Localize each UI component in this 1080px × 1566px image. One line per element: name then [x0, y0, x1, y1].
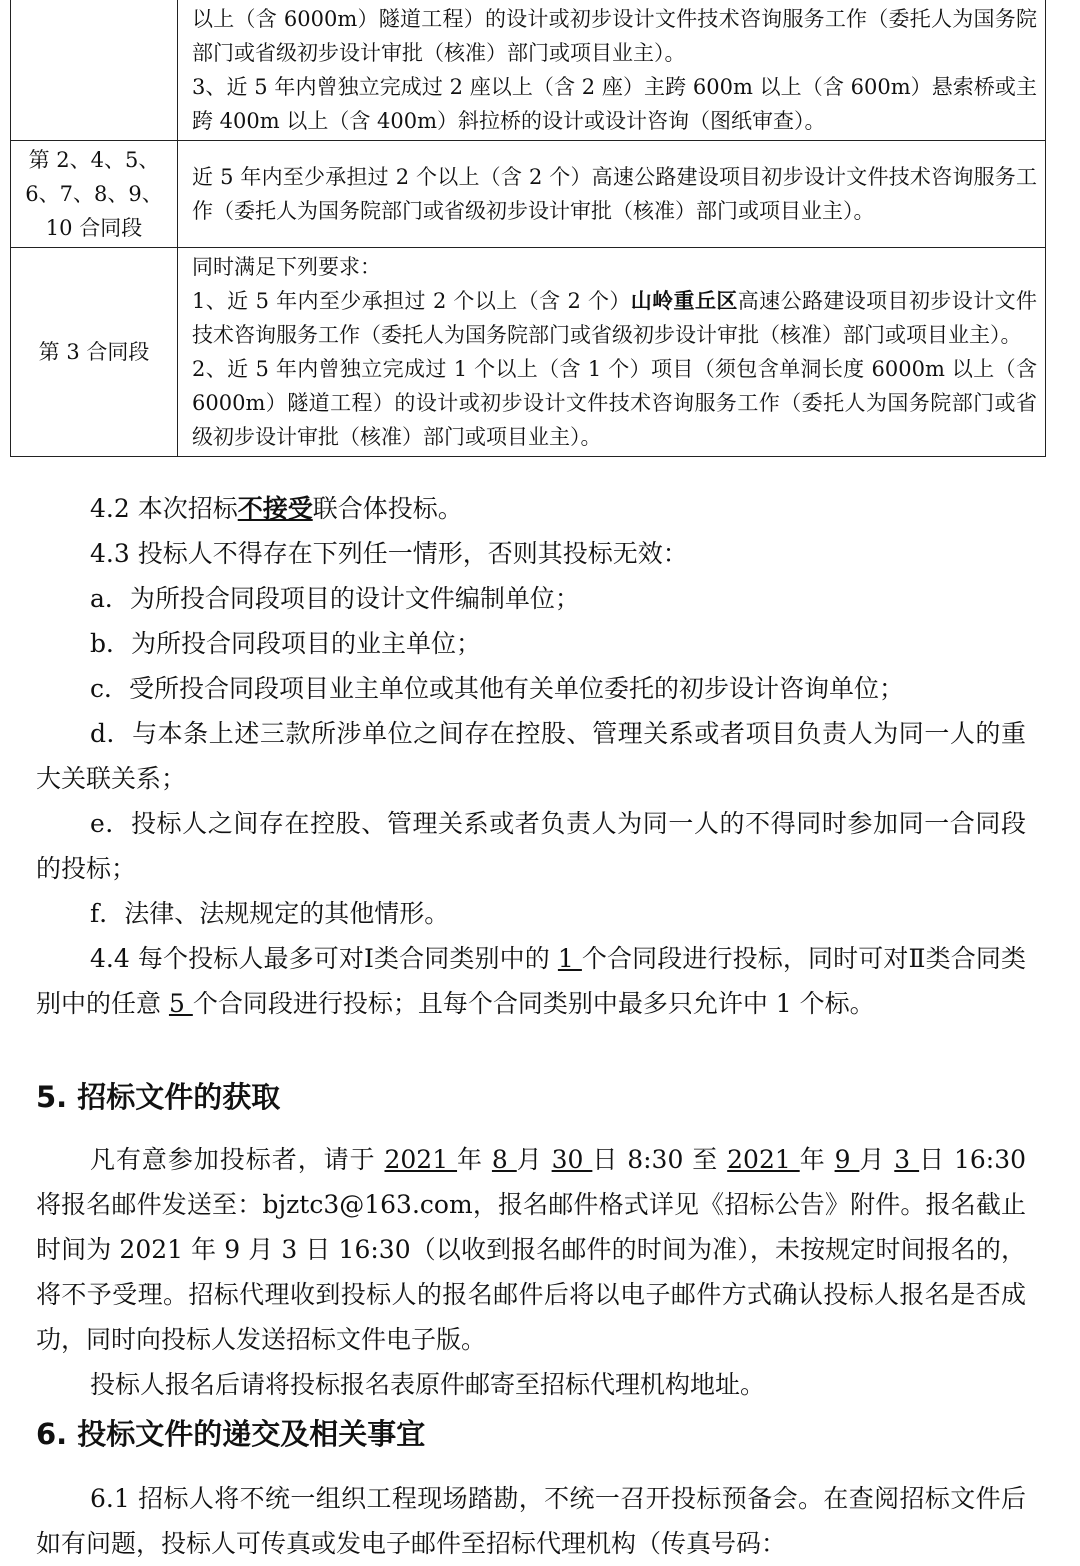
underlined-date: 30	[551, 1145, 593, 1174]
bold-emphasis: 山岭重丘区	[630, 288, 738, 313]
section-6-body	[36, 1476, 1026, 1566]
requirement-text: 同时满足下列要求：	[192, 255, 381, 279]
section-5-body	[36, 1137, 1026, 1407]
section-4-body	[36, 486, 1026, 1026]
underlined-date: 2021	[727, 1145, 800, 1174]
text-span: 日 8:30 至	[592, 1145, 728, 1174]
text-span: 个合同段进行投标，同时可对Ⅱ类合同类别中的任意	[36, 944, 1027, 1018]
section-5-heading: 5. 招标文件的获取	[36, 1080, 281, 1114]
text-span: 月	[516, 1145, 552, 1174]
table-row	[11, 141, 1046, 248]
requirement-cell: 近 5 年内至少承担过 2 个以上（含 2 个）高速公路建设项目初步设计文件技术咨询服务工作（委托人为国务院部门或省级初步设计审批（核准）部门或项目业主）。	[178, 141, 1046, 248]
underlined-date: 8	[491, 1145, 517, 1174]
paragraph: 6.1 招标人将不统一组织工程现场踏勘，不统一召开投标预备会。在查阅招标文件后如有问题，投标人可传真或发电子邮件至招标代理机构（传真号码：	[36, 1484, 1026, 1558]
text-span: 年	[457, 1145, 492, 1174]
requirement-text	[192, 284, 1037, 352]
segment-cell	[11, 0, 178, 141]
requirement-cell	[178, 248, 1046, 457]
text-span: 年	[799, 1145, 835, 1174]
clause-item: e．投标人之间存在控股、管理关系或者负责人为同一人的不得同时参加同一合同段的投标；	[36, 809, 1026, 883]
clause-4-2	[36, 486, 1026, 531]
text-span: 日 16:30 将报名邮件发送至：bjztc3@163.com，报名邮件格式详见《招标公告》附件。报名截止时间为 2021 年 9 月 3 日 16:30（以收到报名邮件的时间为准），未按规定时间报名的，将不予受理。招标代理收到投标人的报名邮件后将以电子邮件方式确认投标人报名是否成功，同时向投标人发送招标文件电子版。	[36, 1145, 1027, 1354]
clause-item: b．为所投合同段项目的业主单位；	[90, 629, 482, 658]
requirement-cell	[178, 0, 1046, 141]
clause-item: a．为所投合同段项目的设计文件编制单位；	[90, 584, 580, 613]
table-row	[11, 248, 1046, 457]
table-row	[11, 0, 1046, 141]
text-span: 高速公路建设项目初步设计文件技术咨询服务工作（委托人为国务院部门或省级初步设计审批（核准）部门或项目业主）。	[192, 289, 1037, 347]
clause-4-4	[36, 936, 1026, 1026]
text-span: 1、近 5 年内至少承担过 2 个以上（含 2 个）	[192, 289, 631, 313]
underlined-date: 3	[894, 1145, 920, 1174]
text-span: 月	[859, 1145, 895, 1174]
segment-cell: 第 3 合同段	[11, 248, 178, 457]
underlined-number: 1	[557, 944, 582, 973]
segment-cell: 第 2、4、5、6、7、8、9、10 合同段	[11, 141, 178, 248]
text-span: 凡有意参加投标者，请于	[90, 1145, 385, 1174]
requirement-text: 2、近 5 年内曾独立完成过 1 个以上（含 1 个）项目（须包含单洞长度 6000m 以上（含 6000m）隧道工程）的设计或初步设计文件技术咨询服务工作（委托人为国务院部门或省级初步设计审批（核准）部门或项目业主）。	[192, 357, 1037, 449]
text-span: 4.4 每个投标人最多可对Ⅰ类合同类别中的	[90, 944, 558, 973]
paragraph	[36, 1137, 1026, 1362]
text-span: 联合体投标。	[312, 494, 463, 523]
underlined-number: 5	[168, 989, 193, 1018]
paragraph: 投标人报名后请将投标报名表原件邮寄至招标代理机构地址。	[90, 1370, 766, 1399]
clause-item: c．受所投合同段项目业主单位或其他有关单位委托的初步设计咨询单位；	[90, 674, 905, 703]
underlined-date: 9	[834, 1145, 860, 1174]
text-span: 个合同段进行投标；且每个合同类别中最多只允许中 1 个标。	[192, 989, 875, 1018]
text-span: 4.2 本次招标	[90, 494, 238, 523]
underlined-emphasis: 不接受	[237, 494, 313, 523]
clause-item: f．法律、法规规定的其他情形。	[90, 899, 450, 928]
qualification-table	[10, 0, 1046, 457]
underlined-date: 2021	[384, 1145, 458, 1174]
clause-4-3: 4.3 投标人不得存在下列任一情形，否则其投标无效：	[90, 539, 688, 568]
requirement-text: 以上（含 6000m）隧道工程）的设计或初步设计文件技术咨询服务工作（委托人为国务院部门或省级初步设计审批（核准）部门或项目业主）。	[192, 7, 1037, 65]
section-6-heading: 6. 投标文件的递交及相关事宜	[36, 1417, 426, 1451]
clause-item: d．与本条上述三款所涉单位之间存在控股、管理关系或者项目负责人为同一人的重大关联关系；	[36, 719, 1026, 793]
requirement-text: 3、近 5 年内曾独立完成过 2 座以上（含 2 座）主跨 600m 以上（含 600m）悬索桥或主跨 400m 以上（含 400m）斜拉桥的设计或设计咨询（图纸审查）。	[192, 75, 1037, 133]
